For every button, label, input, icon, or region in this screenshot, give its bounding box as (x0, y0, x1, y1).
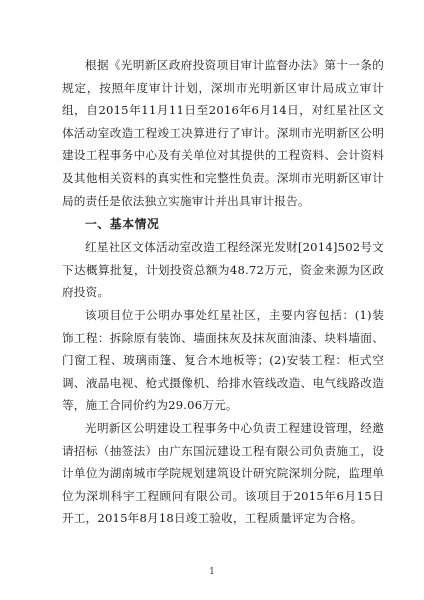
approval-paragraph: 红星社区文体活动室改造工程经深光发财[2014]502号文下达概算批复，计划投资总额为48.72万元，资金来源为区政府投资。 (62, 240, 384, 300)
page-number: 1 (209, 567, 215, 577)
document-body (62, 54, 384, 530)
intro-paragraph: 根据《光明新区政府投资项目审计监督办法》第十一条的规定，按照年度审计计划，深圳市光明新区审计局成立审计组，自2015年11月11日至2016年6月14日，对红星社区文体活动室改造工程竣工决算进行了审计。深圳市光明新区公明建设工程事务中心及有关单位对其提供的工程资料、会计资料及其他相关资料的真实性和完整性负责。深圳市光明新区审计局的责任是依法独立实施审计并出具审计报告。 (62, 58, 384, 208)
construction-management-paragraph: 光明新区公明建设工程事务中心负责工程建设管理，经邀请招标（抽签法）由广东国沅建设工程有限公司负责施工，设计单位为湖南城市学院规划建筑设计研究院深圳分院，监理单位为深圳科宇工程顾问有限公司。该项目于2015年6月15日开工，2015年8月18日竣工验收，工程质量评定为合格。 (62, 420, 384, 526)
section-heading-basic-info: 一、基本情况 (85, 217, 160, 232)
project-scope-paragraph: 该项目位于公明办事处红星社区，主要内容包括：(1)装饰工程：拆除原有装饰、墙面抹灰及抹灰面油漆、块料墙面、门窗工程、玻璃雨篷、复合木地板等；(2)安装工程：柜式空调、液晶电视、枪式摄像机、给排水管线改造、电气线路改造等，施工合同价约为29.06万元。 (62, 307, 384, 413)
